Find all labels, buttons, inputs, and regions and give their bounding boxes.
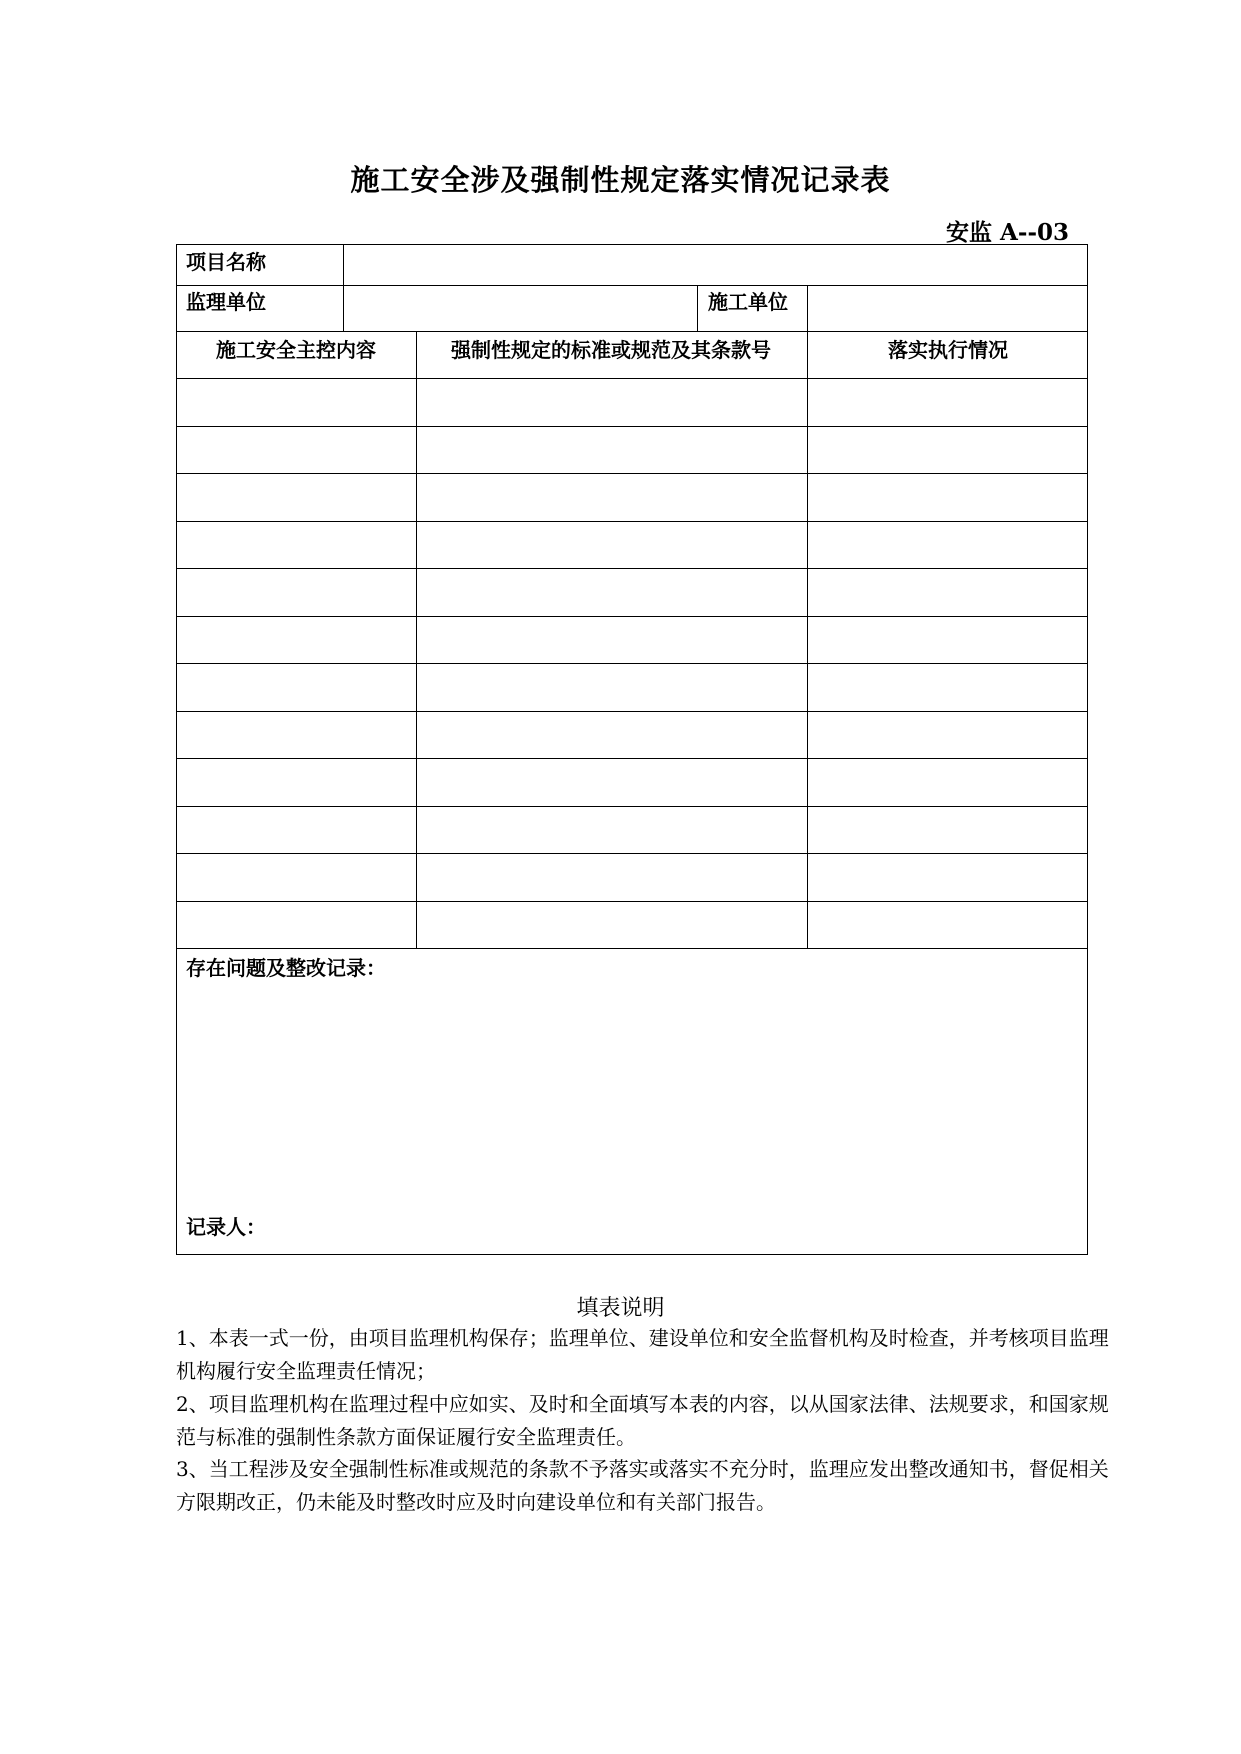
table-cell[interactable] — [809, 855, 1086, 900]
table-cell[interactable] — [418, 570, 807, 615]
table-cell[interactable] — [809, 760, 1086, 805]
table-cell[interactable] — [809, 523, 1086, 568]
table-cell[interactable] — [178, 665, 416, 710]
notes-title: 填表说明 — [576, 1296, 665, 1321]
table-cell[interactable] — [178, 475, 416, 520]
table-cell[interactable] — [418, 475, 807, 520]
table-row-divider — [176, 806, 1088, 807]
table-cell[interactable] — [178, 570, 416, 615]
table-row-divider — [176, 901, 1088, 902]
table-cell[interactable] — [809, 475, 1086, 520]
table-cell[interactable] — [418, 808, 807, 853]
table-cell[interactable] — [178, 855, 416, 900]
table-cell[interactable] — [809, 713, 1086, 758]
supervisor-unit-label: 监理单位 — [186, 290, 266, 314]
table-row-divider — [176, 426, 1088, 427]
table-row-divider — [176, 568, 1088, 569]
note-item-1: 1、本表一式一份，由项目监理机构保存；监理单位、建设单位和安全监督机构及时检查，并考核项目监理机构履行安全监理责任情况； — [176, 1326, 1109, 1383]
table-cell[interactable] — [178, 618, 416, 663]
table-row-divider — [176, 853, 1088, 854]
table-cell[interactable] — [418, 523, 807, 568]
table-cell[interactable] — [418, 855, 807, 900]
table-cell[interactable] — [418, 380, 807, 425]
column-header-implementation: 落实执行情况 — [888, 338, 1008, 362]
table-cell[interactable] — [178, 713, 416, 758]
table-cell[interactable] — [418, 903, 807, 948]
table-row-divider — [176, 663, 1088, 664]
table-cell[interactable] — [178, 760, 416, 805]
table-row-divider — [176, 758, 1088, 759]
project-name-label: 项目名称 — [186, 250, 266, 274]
table-cell[interactable] — [809, 665, 1086, 710]
column-divider — [416, 331, 417, 948]
table-cell[interactable] — [809, 808, 1086, 853]
table-cell[interactable] — [178, 428, 416, 473]
table-cell[interactable] — [418, 665, 807, 710]
form-title: 施工安全涉及强制性规定落实情况记录表 — [350, 163, 891, 197]
table-row-divider — [176, 473, 1088, 474]
row-divider — [176, 285, 1088, 286]
table-row-divider — [176, 948, 1088, 949]
column-header-mandatory-standard: 强制性规定的标准或规范及其条款号 — [451, 338, 771, 362]
table-cell[interactable] — [418, 618, 807, 663]
table-row-divider — [176, 616, 1088, 617]
issues-label: 存在问题及整改记录： — [186, 956, 386, 980]
note-item-3: 3、当工程涉及安全强制性标准或规范的条款不予落实或落实不充分时，监理应发出整改通知书，督促相关方限期改正，仍未能及时整改时应及时向建设单位和有关部门报告。 — [176, 1457, 1109, 1514]
column-divider — [697, 285, 698, 331]
table-cell[interactable] — [809, 618, 1086, 663]
project-name-field[interactable] — [345, 246, 1085, 284]
table-cell[interactable] — [809, 380, 1086, 425]
table-cell[interactable] — [178, 523, 416, 568]
table-cell[interactable] — [178, 903, 416, 948]
recorder-label: 记录人： — [186, 1215, 266, 1239]
table-cell[interactable] — [418, 713, 807, 758]
contractor-unit-field[interactable] — [810, 287, 1085, 329]
column-divider — [807, 331, 808, 948]
table-cell[interactable] — [178, 808, 416, 853]
table-cell[interactable] — [809, 903, 1086, 948]
form-code: 安监 A--03 — [946, 219, 1069, 246]
row-divider — [176, 378, 1088, 379]
table-cell[interactable] — [809, 570, 1086, 615]
column-divider — [343, 244, 344, 331]
table-row-divider — [176, 521, 1088, 522]
table-cell[interactable] — [178, 380, 416, 425]
table-row-divider — [176, 711, 1088, 712]
table-cell[interactable] — [809, 428, 1086, 473]
supervisor-unit-field[interactable] — [345, 287, 695, 329]
table-cell[interactable] — [418, 760, 807, 805]
note-item-2: 2、项目监理机构在监理过程中应如实、及时和全面填写本表的内容，以从国家法律、法规要求，和国家规范与标准的强制性条款方面保证履行安全监理责任。 — [176, 1392, 1109, 1449]
column-header-control-content: 施工安全主控内容 — [216, 338, 376, 362]
row-divider — [176, 331, 1088, 332]
column-divider — [807, 285, 808, 331]
issues-field[interactable] — [180, 988, 1085, 1208]
contractor-unit-label: 施工单位 — [708, 290, 788, 314]
table-cell[interactable] — [418, 428, 807, 473]
